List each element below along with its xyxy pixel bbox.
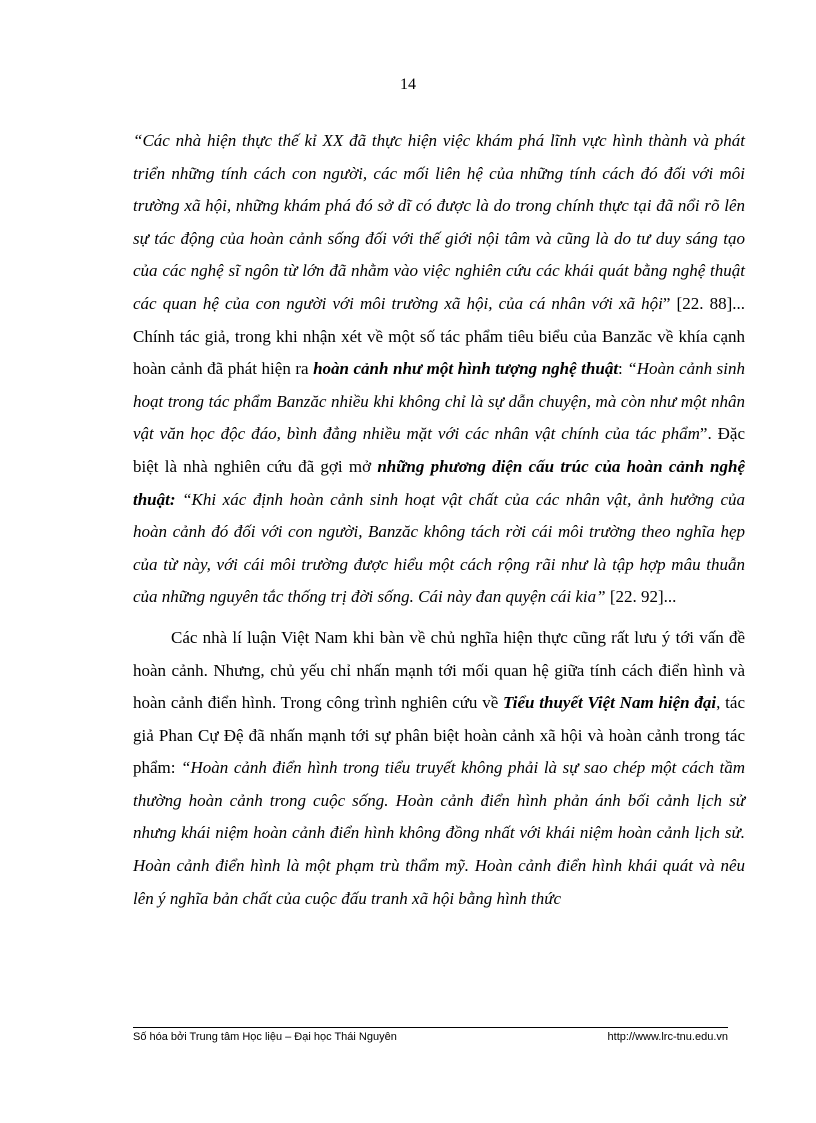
footer-source: Số hóa bởi Trung tâm Học liệu – Đại học Thái Nguyên bbox=[133, 1031, 397, 1043]
quote-balzac-setting: “Hoàn cảnh sinh hoạt trong tác phẩm Banzăc nhiều khi không chỉ là sự dẫn chuyện, mà còn như một nhân vật văn học độc đáo, bình đẳng nhiều mặt với các nhân vật chính của tác phẩm bbox=[133, 359, 745, 444]
paragraph-1-text-1: ” [22. 88]... Chính tác giả, trong khi nhận xét về một số tác phẩm tiêu biểu của Banzăc về khía cạnh hoàn cảnh đã phát hiện ra bbox=[133, 293, 745, 379]
paragraph-2-text-2: , tác giả Phan Cự Đệ đã nhấn mạnh tới sự phân biệt hoàn cảnh xã hội và hoàn cảnh trong tác phẩm: bbox=[133, 693, 745, 778]
emphasis-setting-as-image: hoàn cảnh như một hình tượng nghệ thuật bbox=[313, 359, 619, 379]
quote-realists: “Các nhà hiện thực thế kỉ XX đã thực hiện việc khám phá lĩnh vực hình thành và phát triển những tính cách con người, các mối liên hệ của những tính cách đó đối với môi trường xã hội, những khám phá đó sở dĩ có được là do trong chính thực tại đã nổi rõ lên sự tác động của hoàn cảnh sống đối với thế giới nội tâm và cũng là do tư duy sáng tạo của các nghệ sĩ ngôn từ lớn đã nhằm vào việc nghiên cứu các khái quát bằng nghệ thuật các quan hệ của con người với môi trường xã hội, của cá nhân với xã hội bbox=[133, 131, 745, 313]
book-title: Tiểu thuyết Việt Nam hiện đại bbox=[503, 693, 717, 713]
emphasis-structural-aspects: những phương diện cấu trúc của hoàn cảnh nghệ thuật: bbox=[133, 456, 745, 509]
paragraph-1-citation: [22. 92]... bbox=[605, 587, 677, 607]
footer-url: http://www.lrc-tnu.edu.vn bbox=[607, 1031, 728, 1043]
footer-divider bbox=[133, 1027, 728, 1028]
paragraph-1-text-2: : bbox=[618, 359, 628, 379]
page-footer bbox=[133, 1031, 728, 1043]
quote-typical-setting: “Hoàn cảnh điển hình trong tiểu truyết không phải là sự sao chép một cách tầm thường hoàn cảnh trong cuộc sống. Hoàn cảnh điển hình phản ánh bối cảnh lịch sử nhưng khái niệm hoàn cảnh điển hình không đồng nhất với khái niệm hoàn cảnh lịch sử. Hoàn cảnh điển hình là một phạm trù thẩm mỹ. Hoàn cảnh điển hình khái quát và nêu lên ý nghĩa bản chất của cuộc đấu tranh xã hội bằng hình thức bbox=[133, 758, 745, 908]
paragraph-1-text-3: ”. Đặc biệt là nhà nghiên cứu đã gợi mở bbox=[133, 424, 745, 476]
body-paragraph-1 bbox=[133, 125, 745, 614]
paragraph-2-text-1: Các nhà lí luận Việt Nam khi bàn về chủ nghĩa hiện thực cũng rất lưu ý tới vấn đề hoàn cảnh. Nhưng, chủ yếu chỉ nhấn mạnh tới mối quan hệ giữa tính cách điển hình và hoàn cảnh điển hình. Trong công trình nghiên cứu về bbox=[133, 627, 745, 713]
quote-balzac-environment: “Khi xác định hoàn cảnh sinh hoạt vật chất của các nhân vật, ảnh hưởng của hoàn cảnh đó đối với con người, Banzăc không tách rời cái môi trường theo nghĩa hẹp của từ này, với cái môi trường được hiểu một cách rộng rãi như là tập hợp mâu thuẫn của những nguyên tắc thống trị đời sống. Cái này đan quyện cái kia” bbox=[133, 489, 745, 607]
page-number: 14 bbox=[400, 76, 416, 93]
body-paragraph-2 bbox=[133, 622, 745, 915]
page-body bbox=[133, 125, 745, 915]
